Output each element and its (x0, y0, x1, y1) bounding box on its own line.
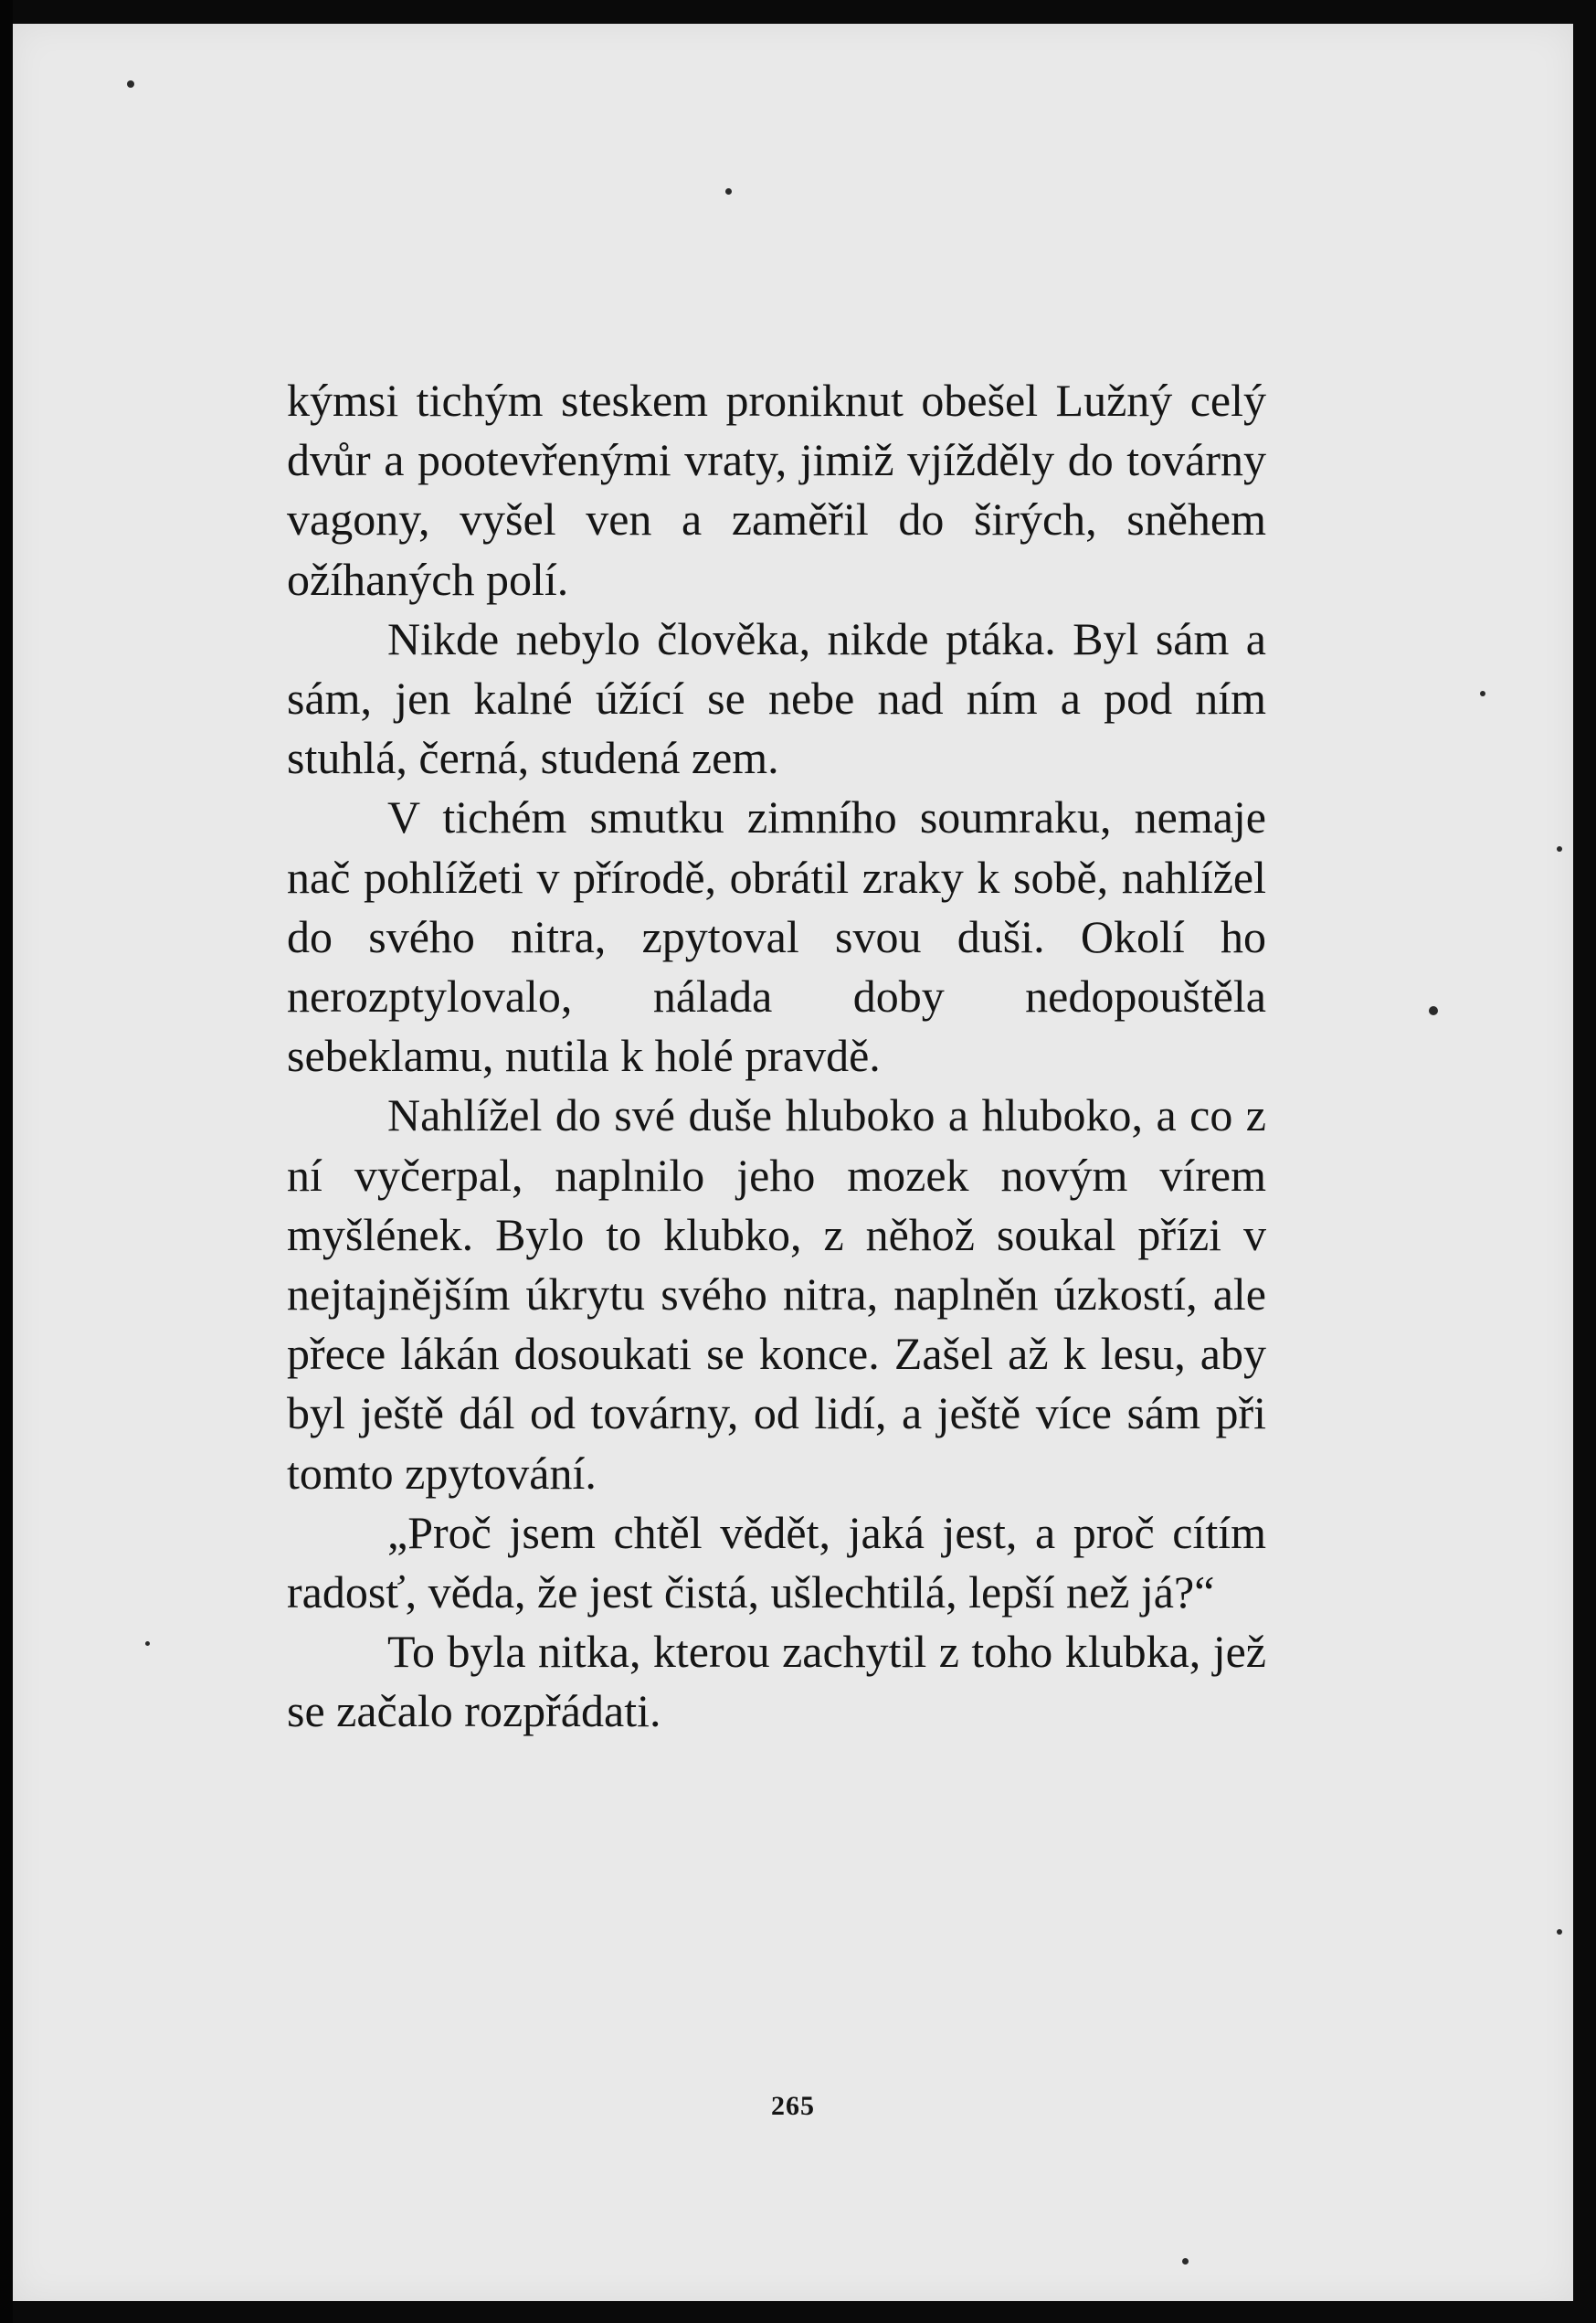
dust-speck (1182, 2258, 1189, 2265)
dust-speck (1480, 691, 1485, 696)
paragraph-4: Nahlížel do své duše hluboko a hluboko, a co z ní vyčerpal, naplnilo jeho mozek novým vírem myšlének. Bylo to klubko, z něhož soukal přízi v nejtajnějším úkrytu svého nitra, naplněn úzkostí, ale přece lákán dosoukati se konce. Zašel až k lesu, aby byl ještě dál od továrny, od lidí, a ještě více sám při tomto zpytování. (287, 1089, 1266, 1499)
book-page (13, 24, 1573, 2301)
paragraph-1: kýmsi tichým steskem proniknut obešel Lužný celý dvůr a pootevřenými vraty, jimiž vjížděly do továrny vagony, vyšel ven a zaměřil do širých, sněhem ožíhaných polí. (287, 375, 1266, 605)
paragraph-3: V tichém smutku zimního soumraku, nemaje nač pohlížeti v přírodě, obrátil zraky k sobě, nahlížel do svého nitra, zpytoval svou duši. Okolí ho nerozptylovalo, nálada doby nedopouštěla sebeklamu, nutila k holé pravdě. (287, 791, 1266, 1082)
scan-edge (0, 0, 13, 2323)
dust-speck (1429, 1006, 1438, 1015)
body-text (287, 371, 1266, 1742)
dust-speck (127, 80, 134, 88)
dust-speck (725, 188, 732, 195)
dust-speck (145, 1641, 150, 1646)
page-number: 265 (771, 2091, 815, 2121)
paragraph-2: Nikde nebylo člověka, nikde ptáka. Byl sám a sám, jen kalné úžící se nebe nad ním a pod ním stuhlá, černá, studená zem. (287, 612, 1266, 784)
dust-speck (1557, 846, 1562, 852)
dust-speck (1557, 1929, 1562, 1935)
paragraph-5: „Proč jsem chtěl vědět, jaká jest, a proč cítím radosť, věda, že jest čistá, ušlechtilá, lepší než já?“ (287, 1506, 1266, 1618)
paragraph-6: To byla nitka, kterou zachytil z toho klubka, jež se začalo rozpřádati. (287, 1626, 1266, 1737)
